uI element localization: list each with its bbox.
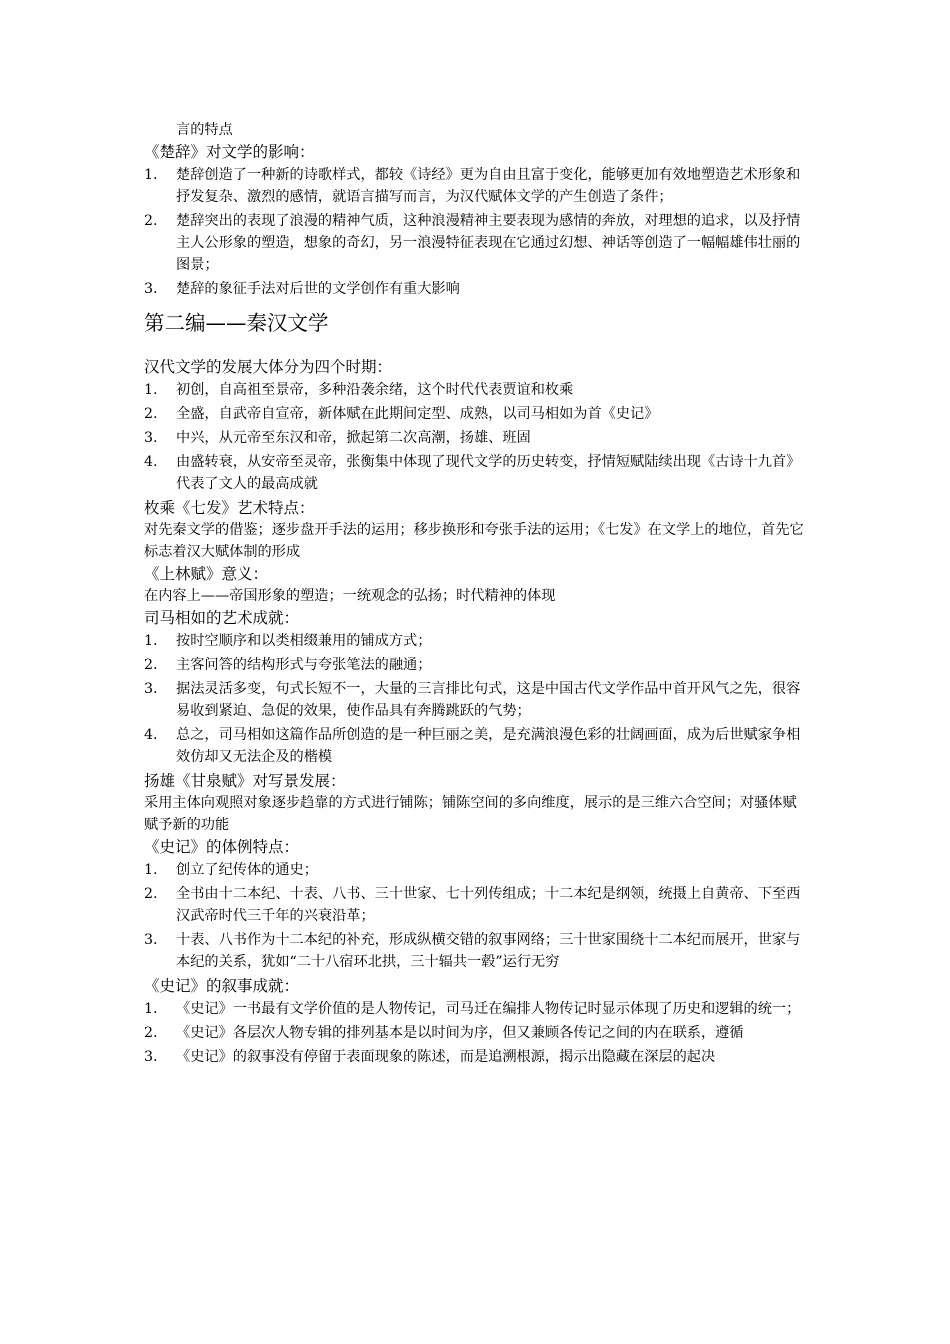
section-heading-chuci-influence: 《楚辞》对文学的影响：	[144, 143, 315, 161]
list-number: 4.	[144, 454, 158, 470]
list-item-text: 总之，司马相如这篇作品所创造的是一种巨丽之美，是充满浪漫色彩的壮阔画面，成为后世赋家争相效仿却又无法企及的楷模	[176, 727, 801, 765]
list-number: 1.	[144, 382, 158, 398]
list-number: 1.	[144, 167, 158, 183]
list-item	[144, 278, 808, 300]
list-item	[144, 678, 808, 722]
sima-xiangru-list	[144, 630, 808, 768]
list-number: 4.	[144, 727, 158, 743]
part-title: 第二编——秦汉文学	[144, 311, 329, 335]
section-heading-shanglin: 《上林赋》意义：	[144, 565, 269, 583]
list-item	[144, 451, 808, 495]
section-heading-qifa: 枚乘《七发》艺术特点：	[144, 499, 315, 517]
list-item	[144, 654, 808, 676]
list-item-text: 主客问答的结构形式与夸张笔法的融通；	[176, 657, 432, 673]
section-heading-shiji-narrative: 《史记》的叙事成就：	[144, 977, 300, 995]
shiji-format-list	[144, 859, 808, 973]
list-number: 3.	[144, 430, 158, 446]
list-item-text: 初创，自高祖至景帝，多种沿袭余绪，这个时代代表贾谊和枚乘	[176, 382, 574, 398]
list-item-text: 《史记》的叙事没有停留于表面现象的陈述，而是追溯根源，揭示出隐藏在深层的起决	[176, 1049, 716, 1065]
yang-xiong-paragraph: 采用主体向观照对象逐步趋靠的方式进行铺陈；铺陈空间的多向维度，展示的是三维六合空间；对骚体赋赋予新的功能	[144, 795, 797, 833]
list-item-text: 全书由十二本纪、十表、八书、三十世家、七十列传组成；十二本纪是纲领，统摄上自黄帝、下至西汉武帝时代三千年的兴衰沿革；	[176, 886, 801, 924]
list-item	[144, 724, 808, 768]
shiji-narrative-list	[144, 998, 808, 1068]
list-item-text: 《史记》一书最有文学价值的是人物传记，司马迁在编排人物传记时显示体现了历史和逻辑的统一；	[176, 1001, 801, 1017]
list-number: 1.	[144, 633, 158, 649]
list-item	[144, 859, 808, 881]
list-item	[144, 1022, 808, 1044]
section-heading-shiji-format: 《史记》的体例特点：	[144, 838, 300, 856]
list-item-text: 据法灵活多变，句式长短不一，大量的三言排比句式，这是中国古代文学作品中首开风气之先，很容易收到紧迫、急促的效果，使作品具有奔腾跳跃的气势；	[176, 681, 801, 719]
shanglin-paragraph: 在内容上——帝国形象的塑造；一统观念的弘扬；时代精神的体现	[144, 588, 556, 604]
list-number: 2.	[144, 213, 158, 229]
list-number: 3.	[144, 681, 158, 697]
list-number: 3.	[144, 1049, 158, 1065]
list-item	[144, 403, 808, 425]
list-item	[144, 630, 808, 652]
section-heading-sima-xiangru: 司马相如的艺术成就：	[144, 609, 300, 627]
list-item-text: 楚辞突出的表现了浪漫的精神气质，这种浪漫精神主要表现为感情的奔放，对理想的追求，以及抒情主人公形象的塑造，想象的奇幻，另一浪漫特征表现在它通过幻想、神话等创造了一幅幅雄伟壮丽的图景；	[176, 213, 801, 273]
list-item-text: 由盛转衰，从安帝至灵帝，张衡集中体现了现代文学的历史转变，抒情短赋陆续出现《古诗十九首》代表了文人的最高成就	[176, 454, 801, 492]
list-item	[144, 929, 808, 973]
list-item	[144, 210, 808, 276]
list-item-text: 创立了纪传体的通史；	[176, 862, 318, 878]
list-item	[144, 1046, 808, 1068]
section-heading-yang-xiong: 扬雄《甘泉赋》对写景发展：	[144, 772, 346, 790]
list-item	[144, 427, 808, 449]
list-number: 2.	[144, 1025, 158, 1041]
list-item	[144, 883, 808, 927]
list-item-text: 按时空顺序和以类相缀兼用的铺成方式；	[176, 633, 432, 649]
section-heading-han-periods: 汉代文学的发展大体分为四个时期：	[144, 358, 393, 376]
document-page	[144, 119, 808, 1070]
list-item-text: 《史记》各层次人物专辑的排列基本是以时间为序，但又兼顾各传记之间的内在联系，遵循	[176, 1025, 744, 1041]
list-item-text: 十表、八书作为十二本纪的补充，形成纵横交错的叙事网络；三十世家围绕十二本纪而展开，世家与本纪的关系，犹如“二十八宿环北拱，三十辐共一毂”运行无穷	[176, 932, 801, 970]
list-number: 2.	[144, 657, 158, 673]
list-item-text: 全盛，自武帝自宣帝，新体赋在此期间定型、成熟，以司马相如为首《史记》	[176, 406, 659, 422]
han-periods-list	[144, 379, 808, 495]
list-number: 2.	[144, 406, 158, 422]
list-number: 1.	[144, 1001, 158, 1017]
list-number: 3.	[144, 932, 158, 948]
list-number: 2.	[144, 886, 158, 902]
list-item-text: 楚辞创造了一种新的诗歌样式，都较《诗经》更为自由且富于变化，能够更加有效地塑造艺术形象和抒发复杂、激烈的感情，就语言描写而言，为汉代赋体文学的产生创造了条件；	[176, 167, 801, 205]
list-item	[144, 998, 808, 1020]
continuation-text: 言的特点	[176, 122, 233, 138]
qifa-paragraph: 对先秦文学的借鉴；逐步盘开手法的运用；移步换形和夸张手法的运用；《七发》在文学上的地位，首先它标志着汉大赋体制的形成	[144, 522, 804, 560]
list-item-text: 中兴，从元帝至东汉和帝，掀起第二次高潮，扬雄、班固	[176, 430, 531, 446]
chuci-influence-list	[144, 164, 808, 300]
list-item	[144, 164, 808, 208]
list-number: 1.	[144, 862, 158, 878]
list-item	[144, 379, 808, 401]
list-item-text: 楚辞的象征手法对后世的文学创作有重大影响	[176, 281, 460, 297]
list-number: 3.	[144, 281, 158, 297]
